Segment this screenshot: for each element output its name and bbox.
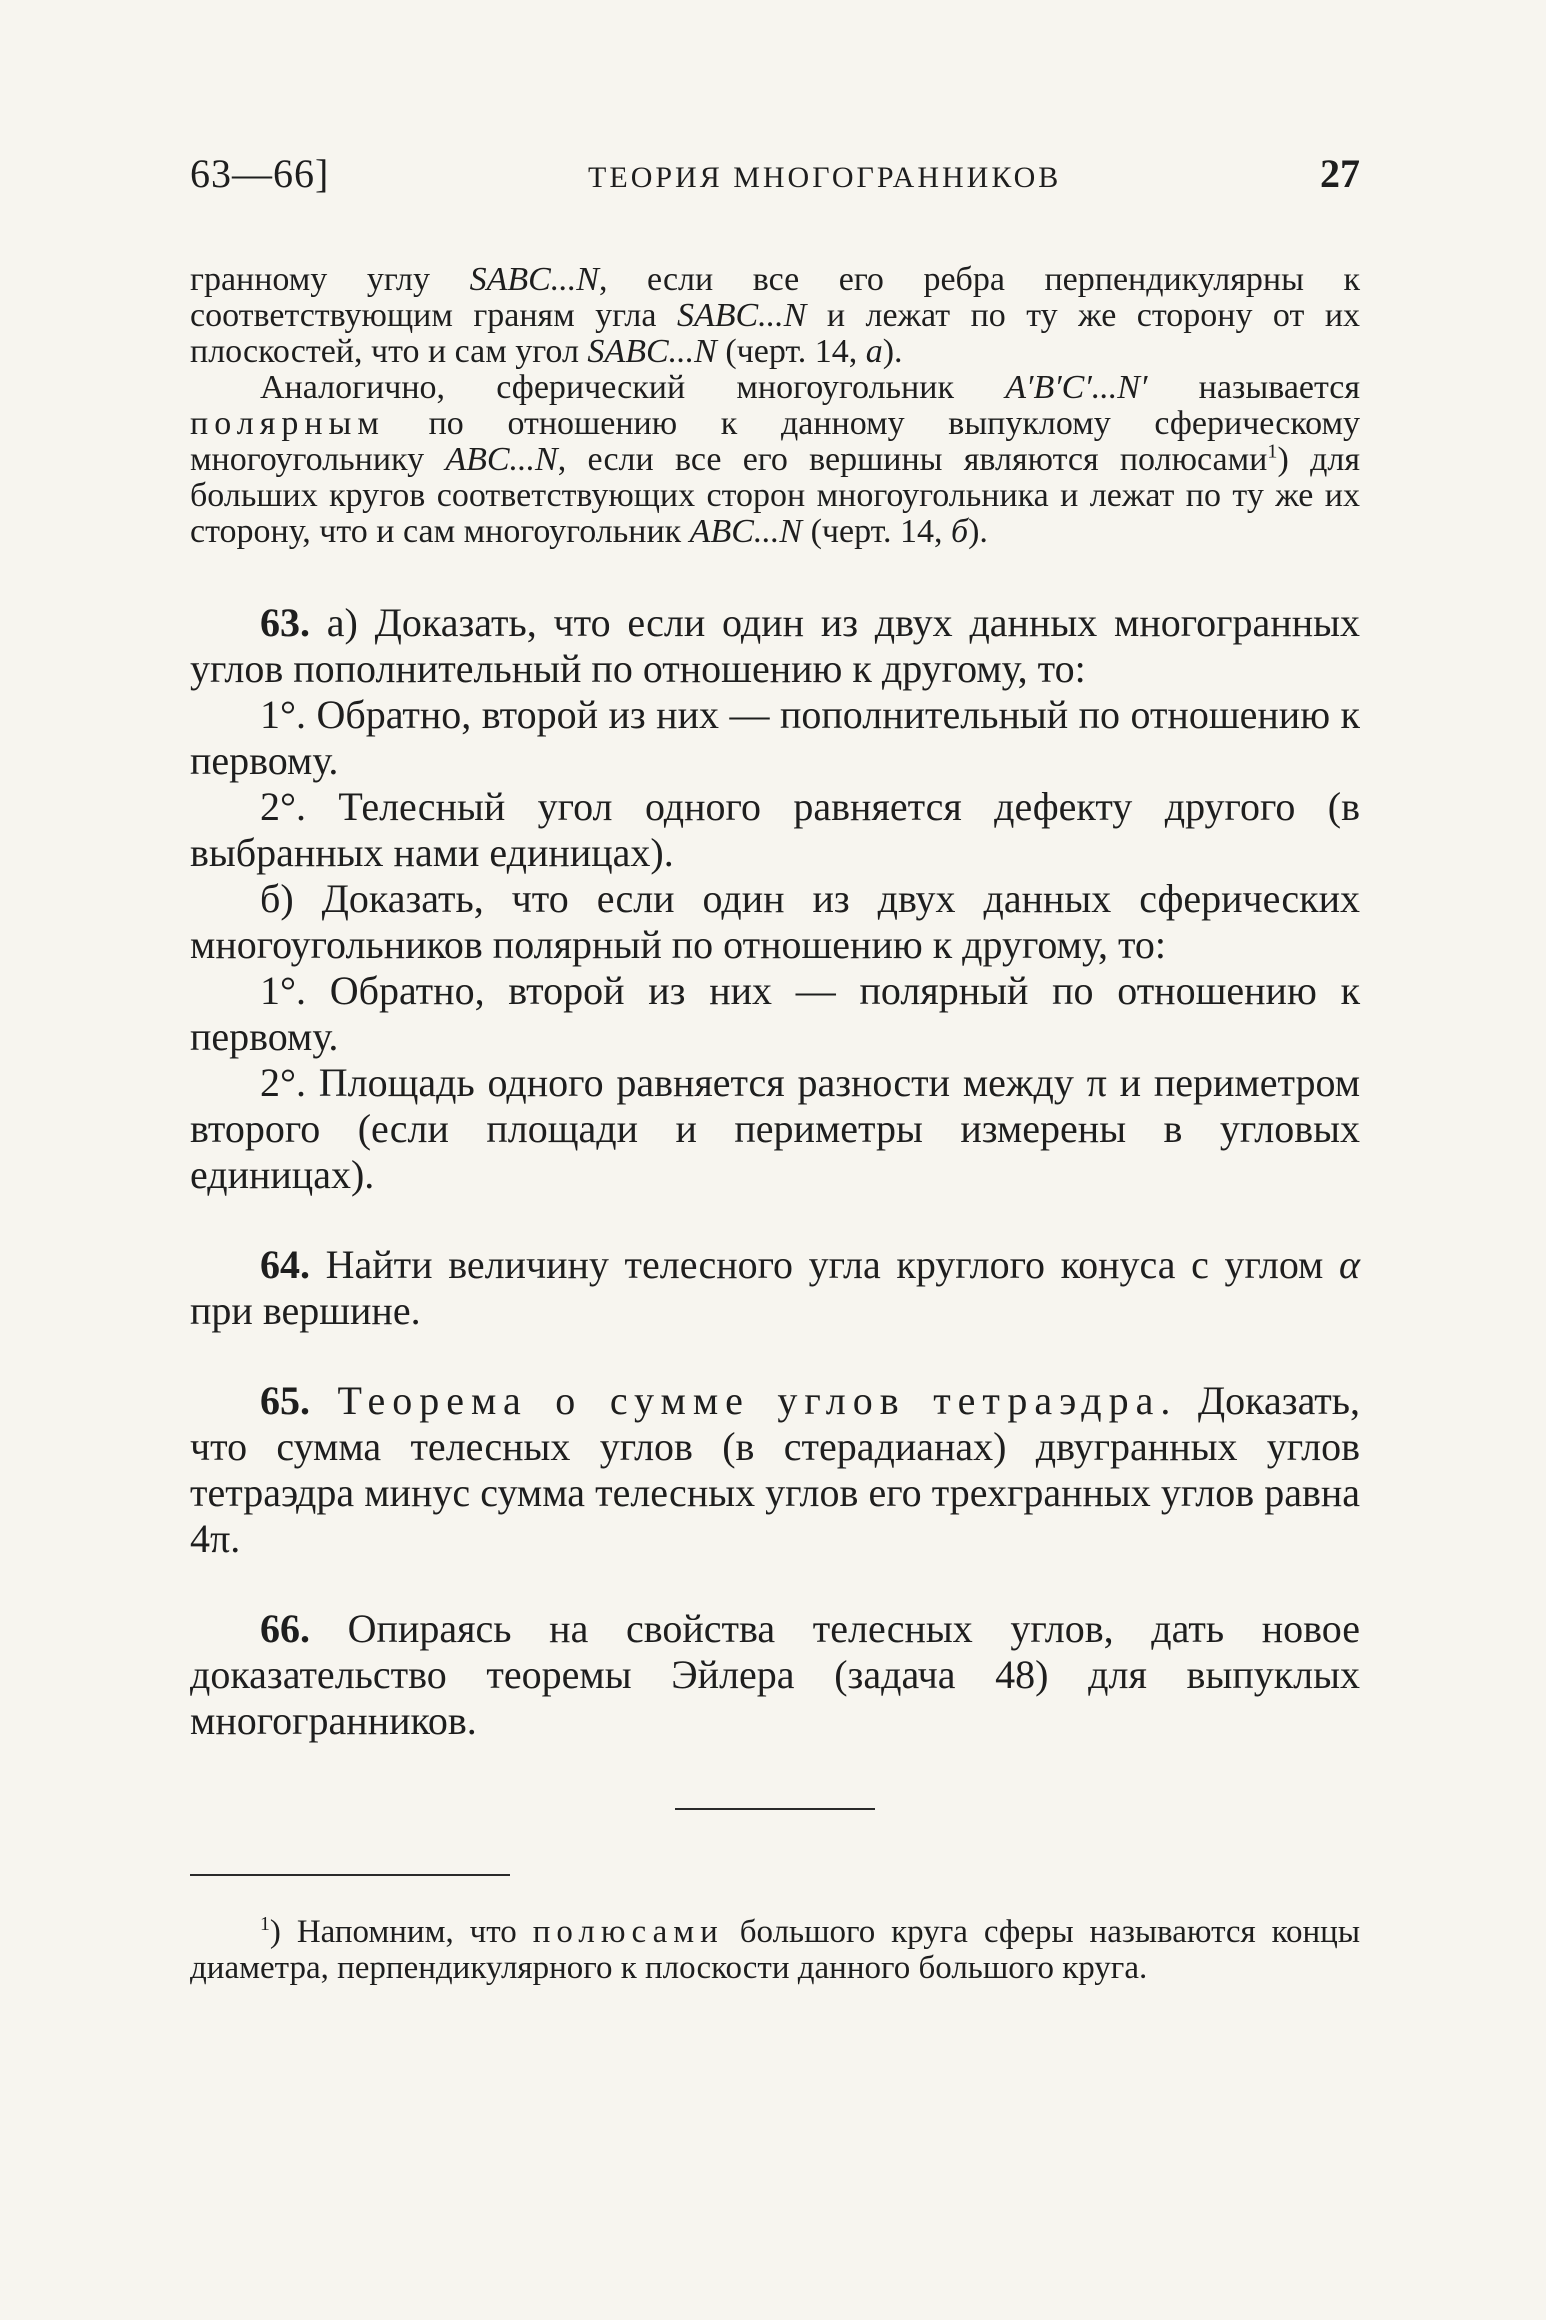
footnote-ref: 1 [1267, 440, 1278, 463]
intro-paragraph-2: Аналогично, сферический многоугольник A′B′C′...N′ называется полярным по отношению к данному выпуклому сферическому многоугольнику ABC...N, если все его вершины являются полюсами$^1$) для больших кругов соответствующих сторон многоугольника и лежат по ту же их сторону, что и сам многоугольник ABC...N (черт. 14, б). [190, 369, 1360, 550]
end-rule [675, 1808, 875, 1810]
problem-64: 64. Найти величину телесного угла круглого конуса с углом α при вершине. [190, 1242, 1360, 1333]
intro-paragraph-1: гранному углу SABC...N, если все его ребра перпендикулярны к соответствующим граням угла SABC...N и лежат по ту же сторону от их плоскостей, что и сам угол SABC...N (черт. 14, а). [190, 261, 1361, 370]
problem-number: 65. [260, 1378, 310, 1423]
problem-63-b2: 2°. Площадь одного равняется разности между π и периметром второго (если площади и периметры измерены в угловых единицах). [190, 1060, 1360, 1197]
problem-63-a2: 2°. Телесный угол одного равняется дефекту другого (в выбранных нами единицах). [190, 784, 1360, 875]
term-polar: полярным [190, 405, 385, 442]
page-number: 27 [1320, 151, 1360, 196]
problems [190, 600, 1360, 1744]
running-head [190, 150, 1360, 210]
problem-number: 66. [260, 1606, 310, 1651]
problem-63-b1: 1°. Обратно, второй из них — полярный по отношению к первому. [190, 968, 1360, 1059]
problem-65: 65. Теорема о сумме углов тетраэдра. Доказать, что сумма телесных углов (в стерадианах) двугранных углов тетраэдра минус сумма телесных углов его трехгранных углов равна 4π. [190, 1378, 1361, 1561]
problem-number: 64. [260, 1242, 310, 1287]
problem-63-b: б) Доказать, что если один из двух данных сферических многоугольников полярный по отношению к другому, то: [190, 876, 1360, 967]
footnote-rule [190, 1874, 510, 1876]
theorem-title: Теорема о сумме углов тетраэдра. [310, 1378, 1178, 1423]
problem-number: 63. [260, 600, 310, 645]
footnote: $^1$) Напомним, что полюсами большого круга сферы называются концы диаметра, перпендикулярного к плоскости данного большого круга. [190, 1913, 1361, 1986]
footnote-marker: 1 [260, 1913, 270, 1935]
section-range: 63—66] [190, 151, 330, 196]
term-poles: полюсами [532, 1914, 724, 1950]
problem-63-a: 63. а) Доказать, что если один из двух данных многогранных углов пополнительный по отношению к другому, то: [190, 600, 1360, 691]
problem-63-a1: 1°. Обратно, второй из них — пополнительный по отношению к первому. [190, 692, 1360, 783]
intro-text [190, 262, 1360, 550]
page [190, 150, 1360, 2019]
problem-66: 66. Опираясь на свойства телесных углов, дать новое доказательство теоремы Эйлера (задача 48) для выпуклых многогранников. [190, 1606, 1360, 1743]
chapter-title: ТЕОРИЯ МНОГОГРАННИКОВ [588, 161, 1062, 194]
